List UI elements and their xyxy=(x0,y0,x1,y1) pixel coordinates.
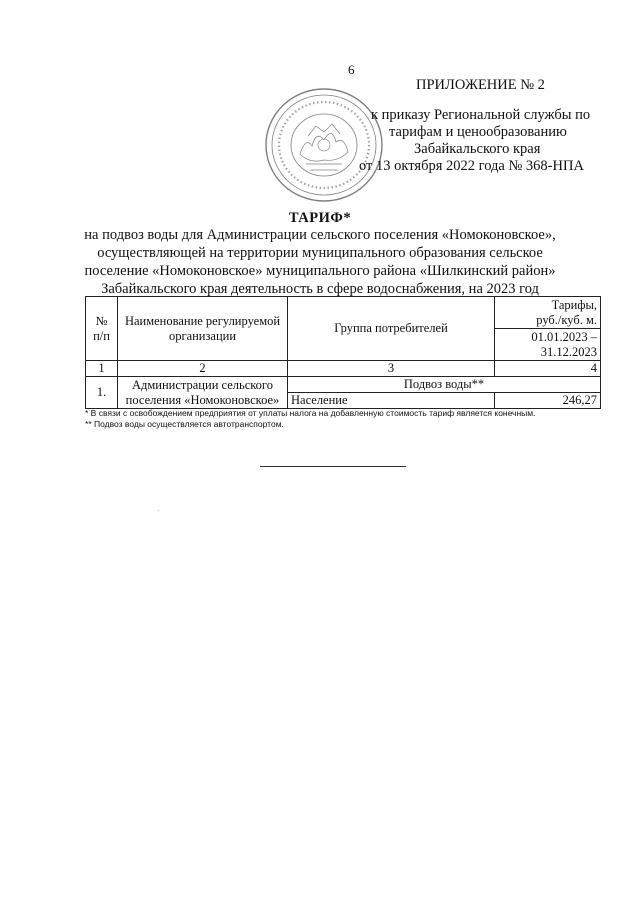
subtitle-line-2: осуществляющей на территории муниципального образования сельское xyxy=(97,245,543,261)
header-line-1: к приказу Региональной службы по xyxy=(371,107,591,123)
appendix-title: ПРИЛОЖЕНИЕ № 2 xyxy=(416,77,545,93)
header-period: 01.01.2023 – 31.12.2023 xyxy=(495,329,601,361)
footnote-vat: * В связи с освобождением предприятия от уплаты налога на добавленную стоимость тариф является конечным. xyxy=(85,408,536,418)
index-cell: 3 xyxy=(288,361,495,377)
index-cell: 1 xyxy=(86,361,118,377)
table-header-row xyxy=(86,297,601,329)
index-cell: 2 xyxy=(118,361,288,377)
table-index-row xyxy=(86,361,601,377)
subtitle-line-1: на подвоз воды для Администрации сельского поселения «Номоконовское», xyxy=(84,227,556,243)
row-num: 1. xyxy=(86,377,118,409)
closing-divider xyxy=(260,466,406,467)
header-consumer-group: Группа потребителей xyxy=(288,297,495,361)
scan-speck xyxy=(158,510,159,511)
index-cell: 4 xyxy=(495,361,601,377)
row-service: Подвоз воды** xyxy=(288,377,601,393)
document-title: ТАРИФ* xyxy=(288,210,352,226)
subtitle-line-4: Забайкальского края деятельность в сфере водоснабжения, на 2023 год xyxy=(101,281,539,297)
row-consumer-group: Население xyxy=(288,393,495,409)
header-tariff: Тарифы, руб./куб. м. xyxy=(495,297,601,329)
page-number: 6 xyxy=(348,62,355,77)
header-line-4: от 13 октября 2022 года № 368-НПА xyxy=(359,158,584,174)
subtitle-line-3: поселение «Номоконовское» муниципального района «Шилкинский район» xyxy=(84,263,556,279)
row-tariff-value: 246,27 xyxy=(495,393,601,409)
official-seal-stamp xyxy=(262,84,387,206)
header-num: № п/п xyxy=(86,297,118,361)
header-line-3: Забайкальского края xyxy=(414,141,541,157)
table-row xyxy=(86,377,601,393)
footnote-transport: ** Подвоз воды осуществляется автотранспортом. xyxy=(85,419,284,429)
header-line-2: тарифам и ценообразованию xyxy=(389,124,567,140)
row-organization: Администрации сельского поселения «Номоконовское» xyxy=(118,377,288,409)
header-organization: Наименование регулируемой организации xyxy=(118,297,288,361)
tariff-table xyxy=(85,296,601,409)
